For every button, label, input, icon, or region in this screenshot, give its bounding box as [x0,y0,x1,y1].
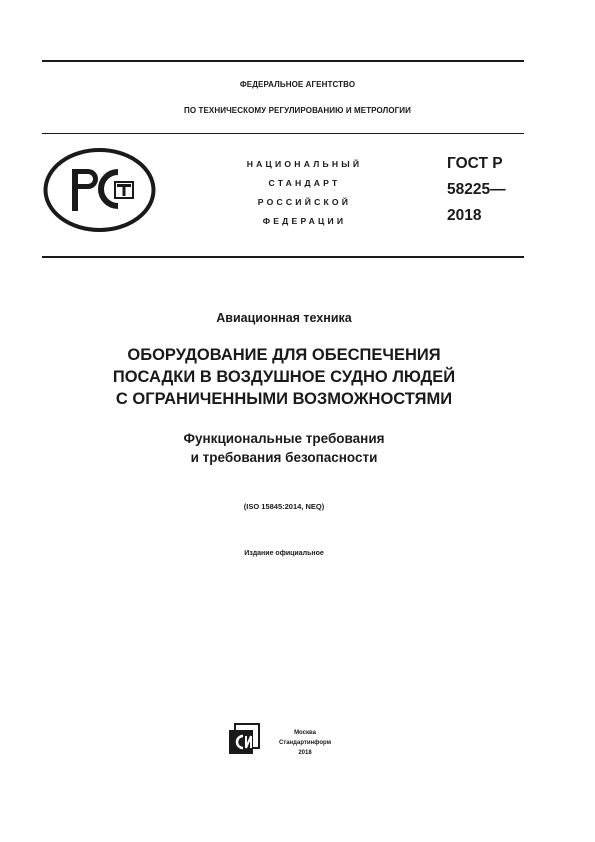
document-title-line-2: ПОСАДКИ В ВОЗДУШНОЕ СУДНО ЛЮДЕЙ [112,368,456,386]
agency-line-2: ПО ТЕХНИЧЕСКОМУ РЕГУЛИРОВАНИЮ И МЕТРОЛОГИИ [183,106,412,115]
header-rule [42,133,524,134]
standartinform-logo-icon [227,722,261,756]
standard-code-line-3: 2018 [447,207,482,224]
publisher-year: 2018 [298,750,312,756]
rst-certification-mark-icon [43,134,156,233]
standard-type-line-4: ФЕДЕРАЦИИ [262,216,347,226]
document-subtitle-line-1: Функциональные требования [183,431,385,446]
standard-type-line-3: РОССИЙСКОЙ [257,197,352,207]
standard-type-line-1: НАЦИОНАЛЬНЫЙ [246,159,363,169]
publisher-city: Москва [294,730,316,736]
document-subtitle-line-2: и требования безопасности [190,450,378,465]
logo-text: РСТ [43,134,75,151]
standard-code-line-2: 58225— [447,181,506,198]
document-title-line-1: ОБОРУДОВАНИЕ ДЛЯ ОБЕСПЕЧЕНИЯ [127,346,441,364]
publisher-name: Стандартинформ [278,740,332,746]
standard-code-line-1: ГОСТ Р [447,155,503,172]
document-title-line-3: С ОГРАНИЧЕННЫМИ ВОЗМОЖНОСТЯМИ [115,390,453,408]
standard-type-line-2: СТАНДАРТ [268,178,341,188]
edition-label: Издание официальное [244,550,324,557]
standard-rule [42,256,524,258]
iso-reference: (ISO 15845:2014, NEQ) [243,502,325,511]
agency-line-1: ФЕДЕРАЛЬНОЕ АГЕНТСТВО [239,80,356,89]
top-rule [42,60,524,62]
document-category: Авиационная техника [216,311,352,325]
